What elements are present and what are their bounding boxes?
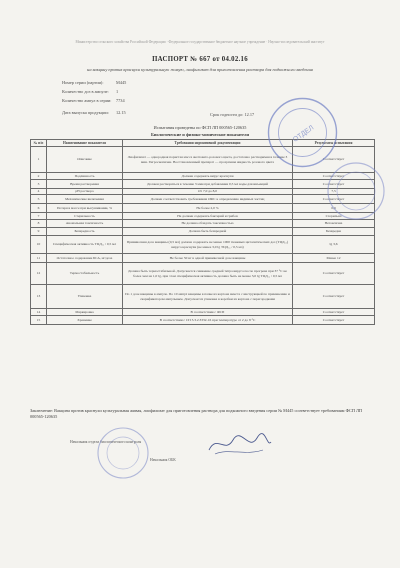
table-row: [31, 316, 375, 325]
field-value: 7734: [116, 98, 125, 103]
row-number: 5: [31, 195, 47, 204]
indicator-name: Специфическая активность ТЦД₅₀ / 0,5 мл: [47, 236, 123, 254]
official-stamp-mid: [325, 160, 387, 222]
table-row: [31, 213, 375, 220]
indicator-name: Хранение: [47, 316, 123, 325]
result: Стерильна: [293, 213, 375, 220]
result: Соответствует: [293, 147, 375, 173]
requirement: Не должна обладать токсичностью: [123, 220, 293, 228]
field-value: М445: [116, 80, 127, 85]
column-header: № п/п: [31, 140, 47, 147]
result: Соответствует: [293, 195, 375, 204]
column-header: Требования нормативной документации: [123, 140, 293, 147]
result: Соответствует: [293, 173, 375, 180]
table-row: [31, 236, 375, 254]
row-number: 13: [31, 285, 47, 309]
field-ampoules: [62, 98, 125, 103]
result: Соответствует: [293, 285, 375, 309]
requirement: Должна быть безвредной: [123, 228, 293, 236]
requirement: Не должен содержать бактерий и грибов: [123, 213, 293, 220]
row-number: 3: [31, 180, 47, 189]
result: Нетоксична: [293, 220, 375, 228]
indicator-name: Подлинность: [47, 173, 123, 180]
row-number: 11: [31, 254, 47, 263]
requirement: Прививочная доза вакцины (0,5 мл) должна содержать не менее 1000 тканевых цитопатических доз (ТЦД₅₀) вируса краснухи (не менее 3,0 lg ТЦД₅₀ / 0,5 мл): [123, 236, 293, 254]
result: Соответствует: [293, 180, 375, 189]
indicator-name: Аномальная токсичность: [47, 220, 123, 228]
column-header: Результаты испытания: [293, 140, 375, 147]
indicator-name: Механические включения: [47, 195, 123, 204]
row-number: 2: [31, 173, 47, 180]
row-number: 4: [31, 189, 47, 195]
passport-title: ПАСПОРТ № 667 от 04.02.16: [152, 56, 248, 63]
institution-header: Министерство сельского хозяйства Российской Федерации · Федеральное государственное бюджетное научное учреждение · Научно-исследовательский институт: [75, 40, 325, 44]
requirement: Должен растворяться в течение 3 мин при добавлении 0,5 мл воды для инъекций: [123, 180, 293, 189]
requirement: Лиофилизат — однородная пористая масса желтовато-розового цвета, достаточно растворимая в течение 3 мин. Гигроскопичен. Восстановленный препарат — прозрачная жидкость розового цвета: [123, 147, 293, 173]
table-row: [31, 263, 375, 285]
requirement: Должен соответствовать требованиям ОФС к определению видимых частиц: [123, 195, 293, 204]
table-row: [31, 195, 375, 204]
table-row: [31, 228, 375, 236]
table-row: [31, 180, 375, 189]
field-release-date: [62, 110, 126, 115]
indicator-name: pH раствора: [47, 189, 123, 195]
svg-text:ОТДЕЛ: ОТДЕЛ: [292, 124, 316, 144]
row-number: 7: [31, 213, 47, 220]
signature-left-label: Начальник отдела биологического контроля: [70, 440, 142, 444]
field-label: Номер серии (партии):: [62, 80, 104, 85]
field-series: [62, 80, 127, 85]
row-number: 15: [31, 316, 47, 325]
row-number: 12: [31, 263, 47, 285]
handwritten-signature: [205, 430, 275, 458]
requirement: Не более 2,0 %: [123, 204, 293, 213]
indicator-name: Остаточное содержание БСА, нг/доза: [47, 254, 123, 263]
passport-subtitle: на вакцину против краснухи культуральную живую, лиофилизат для приготовления раствора для подкожного введения: [87, 67, 313, 72]
table-row: [31, 173, 375, 180]
row-number: 6: [31, 204, 47, 213]
requirement: В соответствии с ФСП: [123, 309, 293, 316]
field-label: Количество ампул в серии:: [62, 98, 112, 103]
table-row: [31, 309, 375, 316]
table-row: [31, 220, 375, 228]
indicator-name: Потеря в массе при высушивании, %: [47, 204, 123, 213]
field-label: Дата выпуска продукции:: [62, 110, 109, 115]
indicator-name: Маркировка: [47, 309, 123, 316]
indicator-name: Безвредность: [47, 228, 123, 236]
method-note: Испытания проведены по ФСП ЛП 000565-120635: [153, 125, 247, 130]
row-number: 10: [31, 236, 47, 254]
row-number: 1: [31, 147, 47, 173]
result: Соответствует: [293, 263, 375, 285]
row-number: 9: [31, 228, 47, 236]
indicator-name: Время растворения: [47, 180, 123, 189]
row-number: 8: [31, 220, 47, 228]
requirement: По 1 дозе вакцины в ампуле. По 10 ампул вакцины в пачке из картона вместе с инструкцией по применению и скарификатором ампульным. Допускается упаковка в коробки из картона с перегородками: [123, 285, 293, 309]
table-caption: Биологические и физико-химические показатели: [150, 132, 249, 137]
table-row: [31, 254, 375, 263]
result: 0,9: [293, 204, 375, 213]
result: Соответствует: [293, 316, 375, 325]
indicator-name: Термостабильность: [47, 263, 123, 285]
valid-until: Срок годности до: 12.17: [210, 112, 255, 117]
indicator-name: Упаковка: [47, 285, 123, 309]
indicator-name: Стерильность: [47, 213, 123, 220]
requirement: Не более 50 нг в одной прививочной дозе вакцины: [123, 254, 293, 263]
conclusion: Заключение: Вакцина против краснухи культуральная живая, лиофилизат для приготовления раствора для подкожного введения серии № М445 соответствует требованиям ФСП ЛП 000565-120635: [30, 408, 363, 419]
column-header: Наименование показателя: [47, 140, 123, 147]
field-value: 12.15: [116, 110, 126, 115]
field-label: Количество доз в ампуле:: [62, 89, 109, 94]
result: Соответствует: [293, 309, 375, 316]
table-row: [31, 204, 375, 213]
official-stamp-bottom: [95, 425, 151, 481]
requirement: Должен содержать вирус краснухи: [123, 173, 293, 180]
field-value: 1: [116, 89, 119, 94]
signature-bottom-label: Начальник ОБК: [150, 458, 176, 462]
result: lg 3,6: [293, 236, 375, 254]
row-number: 14: [31, 309, 47, 316]
result: Менее 12: [293, 254, 375, 263]
requirement: В соответствии с СП 3.3.2.3332-16 при температуре от 2 до 8 °C: [123, 316, 293, 325]
requirement: От 7,0 до 8,0: [123, 189, 293, 195]
result: 7,5: [293, 189, 375, 195]
field-doses: [62, 89, 119, 94]
result: Безвредна: [293, 228, 375, 236]
official-stamp-top: [265, 95, 340, 170]
requirement: Должна быть термостабильной. Допускается снижение средней титра вируса после прогрева при 37 °C не более чем на 1,0 lg, при этом специфическая активность должна быть не менее 3,0 lg ТЦД₅₀ / 0,5 мл: [123, 263, 293, 285]
table-row: [31, 285, 375, 309]
indicator-name: Описание: [47, 147, 123, 173]
